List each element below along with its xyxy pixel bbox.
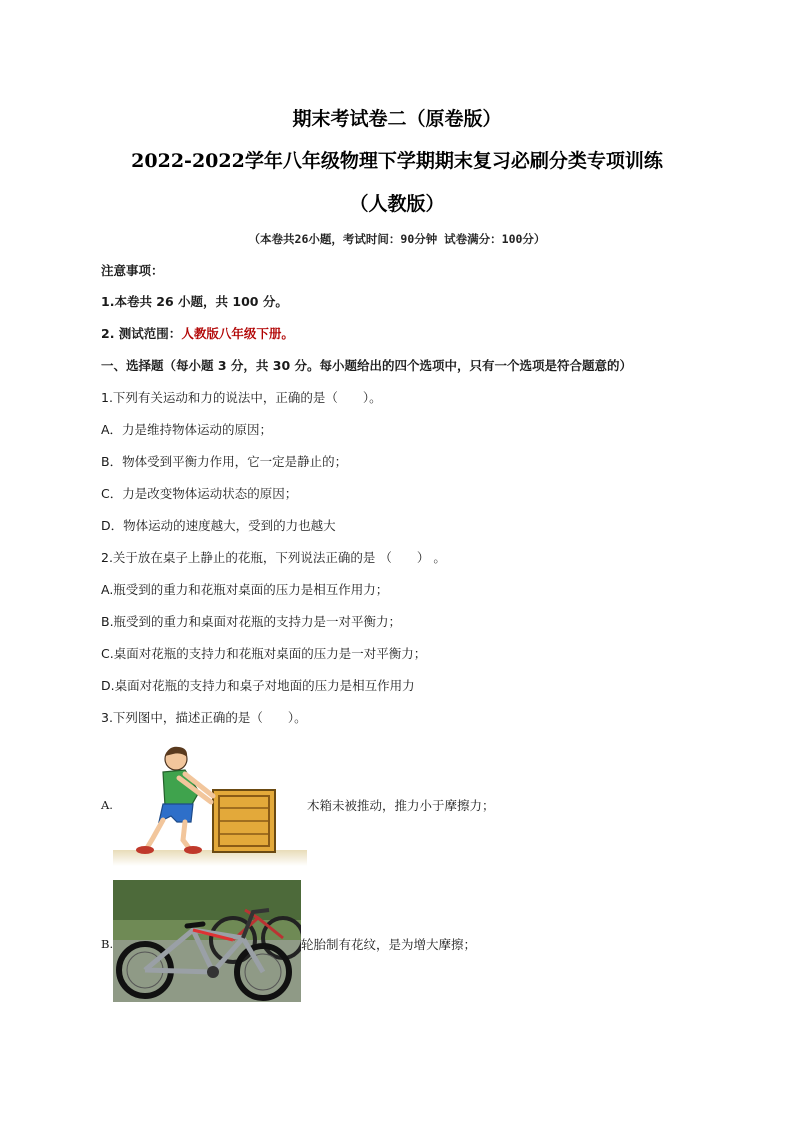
bicycles-illustration xyxy=(113,880,301,1002)
exam-meta: （本卷共26小题，考试时间：90分钟 试卷满分：100分） xyxy=(248,232,546,246)
question-1-stem: 1.下列有关运动和力的说法中，正确的是（ ）。 xyxy=(101,390,382,405)
boy-pushing-crate-image xyxy=(113,742,307,866)
section-1-heading: 一、选择题（每小题 3 分，共 30 分。每小题给出的四个选项中，只有一个选项是符合题意的） xyxy=(101,358,633,373)
question-1-option-a: A．力是维持物体运动的原因； xyxy=(101,422,273,437)
notes-item-1: 1.本卷共 26 小题，共 100 分。 xyxy=(101,294,288,309)
question-3-option-b-text: 轮胎制有花纹，是为增大摩擦； xyxy=(301,937,477,952)
notes-item-2-value: 人教版八年级下册。 xyxy=(181,326,294,341)
question-3-option-a-text: 木箱未被推动，推力小于摩擦力； xyxy=(307,798,495,813)
question-2-stem: 2.关于放在桌子上静止的花瓶，下列说法正确的是 （ ） 。 xyxy=(101,550,446,565)
question-2-option-c: C.桌面对花瓶的支持力和花瓶对桌面的压力是一对平衡力； xyxy=(101,646,427,661)
question-2-option-b: B.瓶受到的重力和桌面对花瓶的支持力是一对平衡力； xyxy=(101,614,402,629)
notes-item-2 xyxy=(101,325,294,343)
question-3-option-a-letter: A. xyxy=(101,798,113,812)
question-3-option-b-letter: B. xyxy=(101,937,114,951)
notes-item-2-prefix: 2. 测试范围： xyxy=(101,326,182,341)
question-2-option-d: D.桌面对花瓶的支持力和桌子对地面的压力是相互作用力 xyxy=(101,678,415,693)
question-1-option-b: B．物体受到平衡力作用，它一定是静止的； xyxy=(101,454,348,469)
question-1-option-c: C．力是改变物体运动状态的原因； xyxy=(101,486,298,501)
bicycles-photo xyxy=(113,880,301,1002)
boy-pushing-crate-illustration xyxy=(113,742,307,866)
title-line-2: 2022-2022学年八年级物理下学期期末复习必刷分类专项训练 xyxy=(131,150,663,172)
notes-heading: 注意事项： xyxy=(101,263,164,278)
title-line-3: （人教版） xyxy=(349,193,445,215)
question-1-option-d: D．物体运动的速度越大，受到的力也越大 xyxy=(101,518,336,533)
title-line-1: 期末考试卷二（原卷版） xyxy=(292,108,502,130)
question-3-stem: 3.下列图中，描述正确的是（ ）。 xyxy=(101,710,307,725)
question-2-option-a: A.瓶受到的重力和花瓶对桌面的压力是相互作用力； xyxy=(101,582,389,597)
